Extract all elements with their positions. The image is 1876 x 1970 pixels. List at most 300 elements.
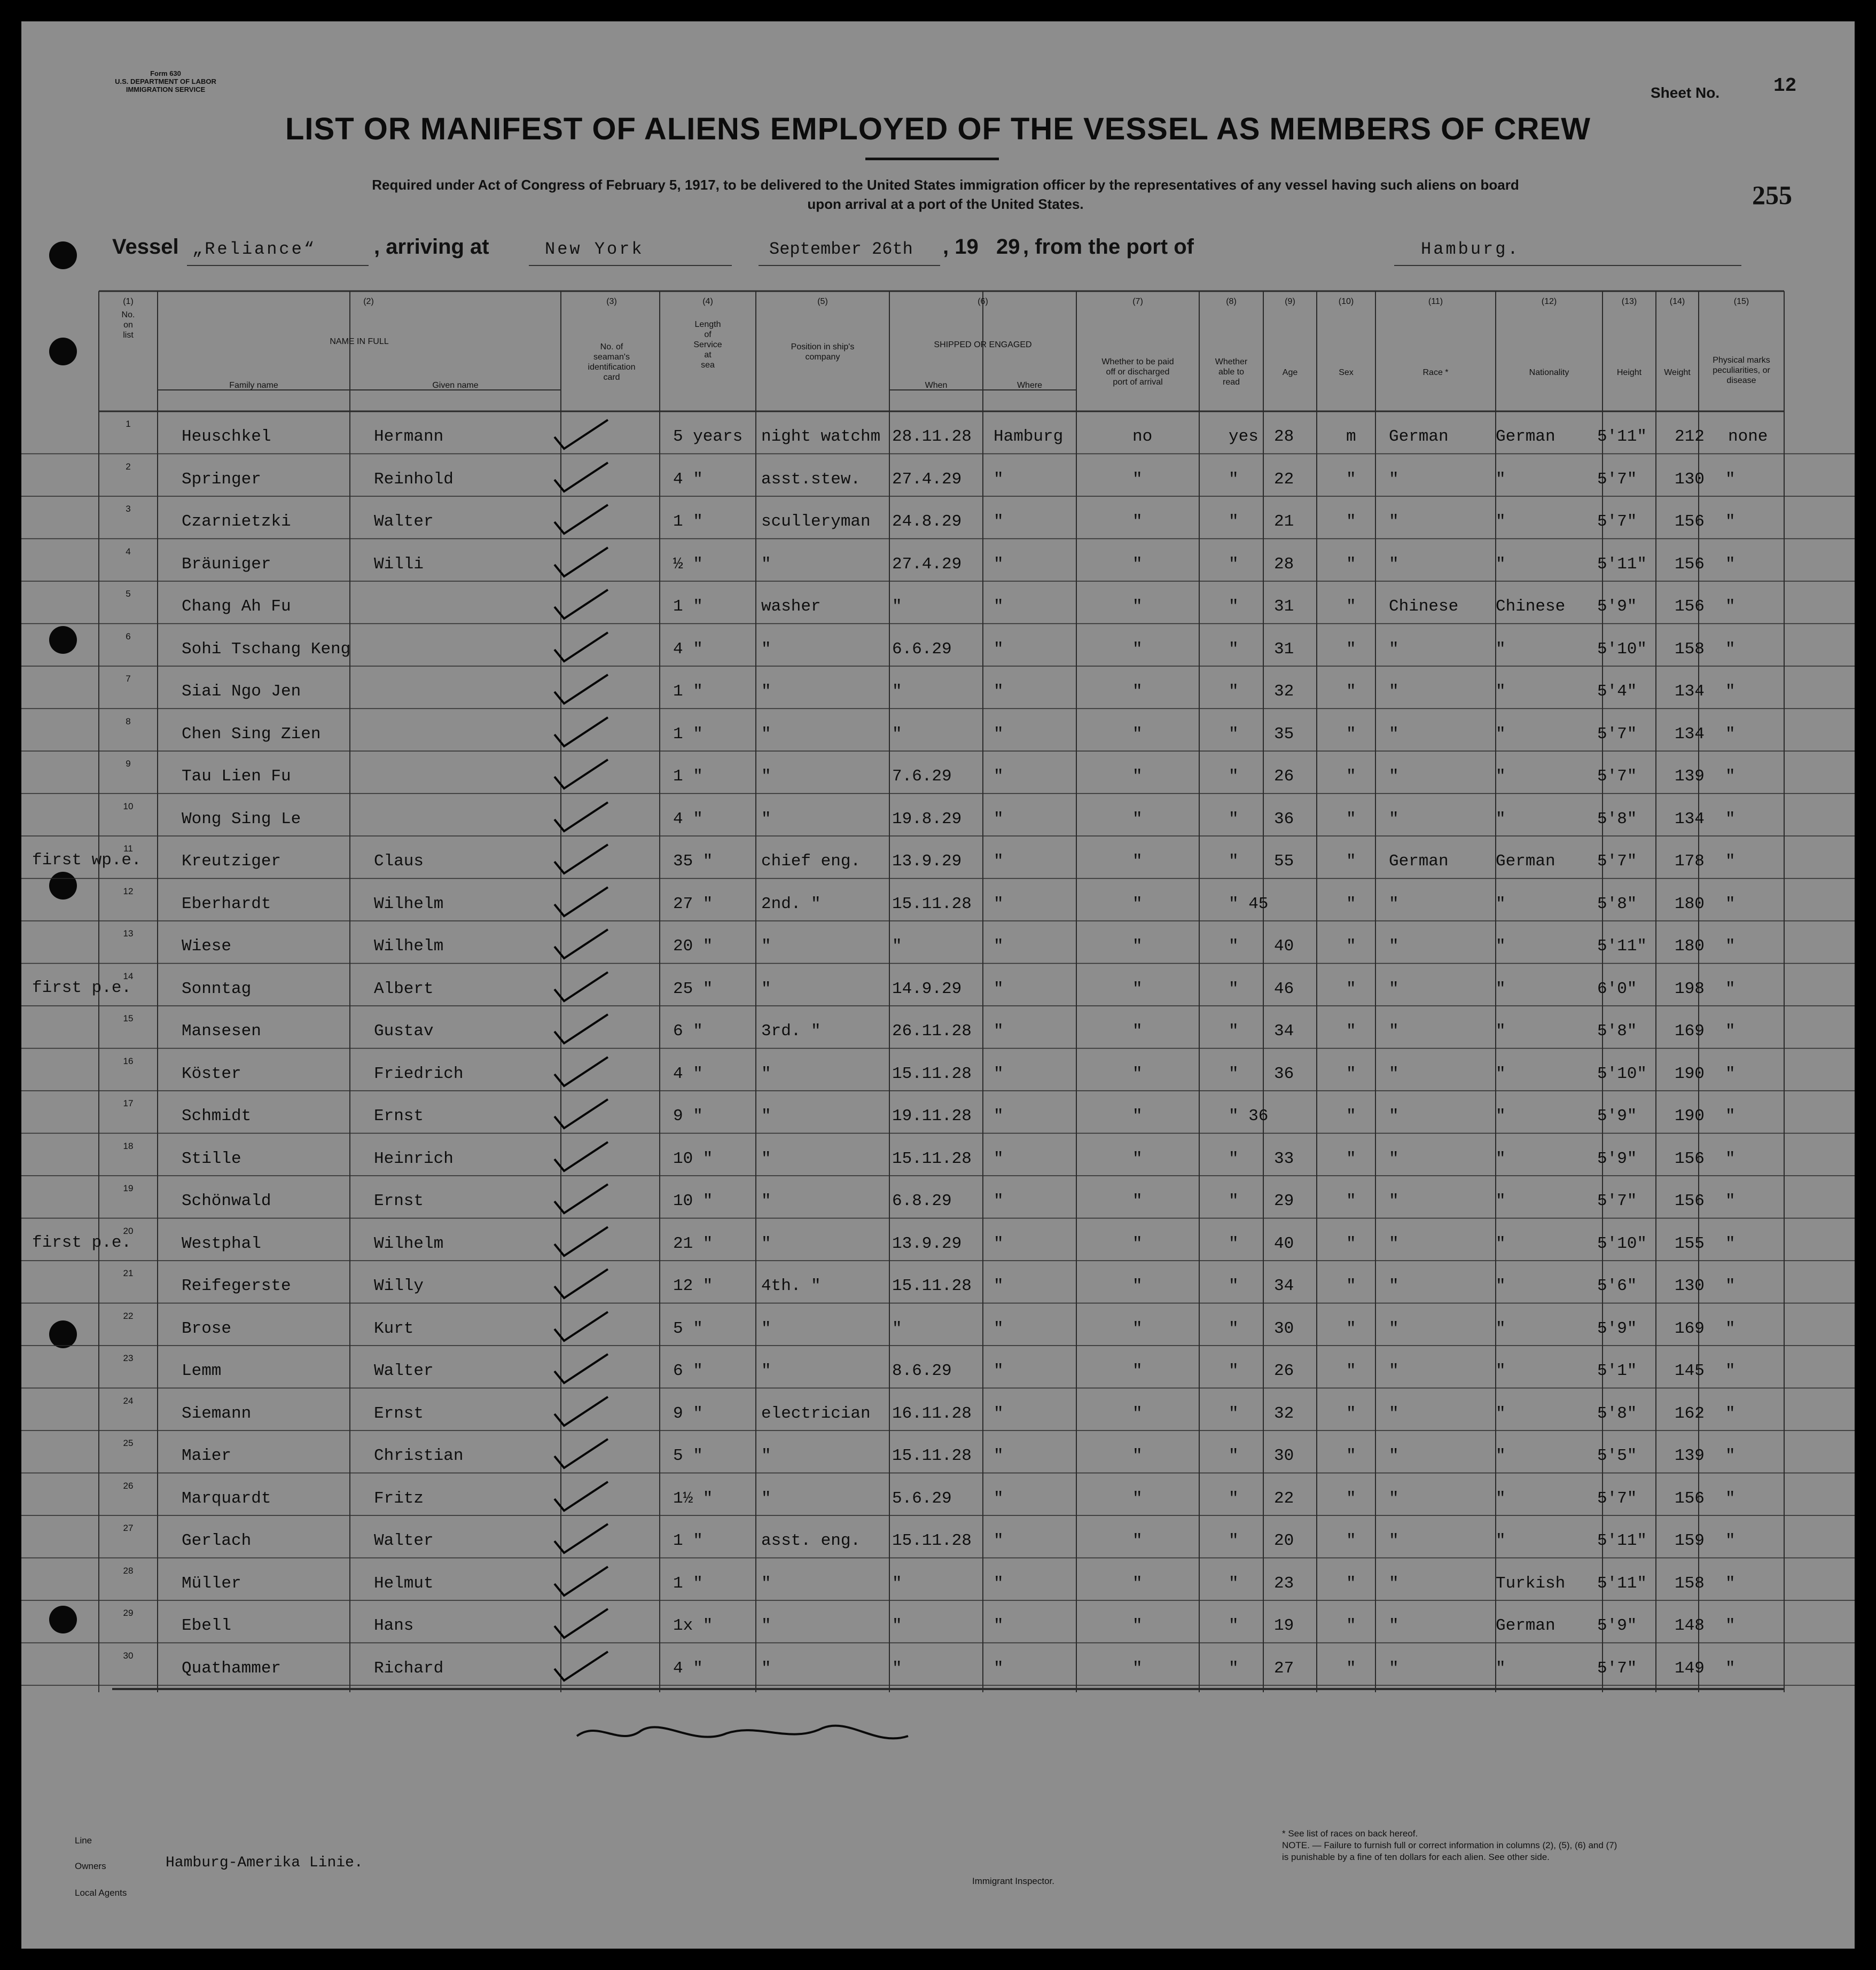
- family-name-cell: Müller: [182, 1574, 241, 1593]
- height-cell: 5'10": [1597, 639, 1647, 659]
- height-cell: 5'6": [1597, 1277, 1637, 1295]
- paid-off-cell: ": [1132, 639, 1143, 659]
- table-row: [21, 1133, 1855, 1176]
- row-number: 30: [123, 1650, 134, 1661]
- sex-cell: ": [1346, 767, 1356, 786]
- sex-cell: ": [1346, 682, 1356, 701]
- race-cell: ": [1389, 1404, 1399, 1423]
- nationality-cell: ": [1496, 1022, 1506, 1041]
- owners-value: Hamburg-Amerika Linie.: [166, 1855, 363, 1871]
- family-name-cell: Chang Ah Fu: [182, 597, 291, 616]
- nationality-cell: ": [1496, 767, 1506, 786]
- able-to-read-cell: ": [1229, 852, 1239, 871]
- marks-cell: ": [1725, 1404, 1736, 1423]
- page-title: LIST OR MANIFEST OF ALIENS EMPLOYED OF THE VESSEL AS MEMBERS OF CREW: [285, 112, 1591, 146]
- able-to-read-cell: ": [1229, 1022, 1239, 1041]
- height-cell: 5'9": [1597, 597, 1637, 616]
- weight-cell: 148: [1675, 1616, 1705, 1635]
- position-cell: ": [761, 1447, 771, 1465]
- height-cell: 5'7": [1597, 470, 1637, 489]
- shipped-where-cell: ": [994, 1404, 1004, 1423]
- row-number: 2: [126, 461, 131, 472]
- shipped-when-cell: 28.11.28: [892, 427, 972, 446]
- row-number: 10: [123, 801, 134, 811]
- marks-cell: ": [1725, 597, 1736, 616]
- nationality-cell: ": [1496, 470, 1506, 489]
- table-row: [21, 964, 1855, 1006]
- sex-cell: ": [1346, 724, 1356, 744]
- age-cell: 19: [1274, 1616, 1294, 1635]
- able-to-read-cell: ": [1229, 979, 1239, 998]
- column-number: (2): [363, 297, 374, 306]
- shipped-when-cell: 19.8.29: [892, 809, 962, 828]
- shipped-where-cell: ": [994, 1489, 1004, 1508]
- table-row: [21, 1430, 1855, 1473]
- service-cell: ½ ": [673, 554, 703, 574]
- service-cell: 10 ": [673, 1192, 713, 1210]
- able-to-read-cell: ": [1229, 1149, 1239, 1168]
- position-cell: ": [761, 1659, 771, 1678]
- shipped-when-cell: 15.11.28: [892, 1149, 972, 1168]
- nationality-cell: ": [1496, 1659, 1506, 1678]
- table-row: [21, 1006, 1855, 1049]
- weight-cell: 156: [1675, 1192, 1705, 1210]
- sex-cell: ": [1346, 809, 1356, 828]
- row-number: 1: [126, 419, 131, 429]
- race-cell: ": [1389, 1107, 1399, 1125]
- header-height: Height: [1616, 368, 1642, 377]
- nationality-cell: ": [1496, 894, 1506, 913]
- check-mark-icon: [550, 925, 614, 963]
- paid-off-cell: ": [1132, 512, 1143, 531]
- marks-cell: ": [1725, 767, 1736, 786]
- table-row: [21, 921, 1855, 964]
- height-cell: 5'8": [1597, 809, 1637, 828]
- service-cell: 1 ": [673, 1574, 703, 1593]
- position-cell: sculleryman: [761, 512, 871, 531]
- height-cell: 5'5": [1597, 1447, 1637, 1465]
- given-name-cell: Richard: [374, 1659, 444, 1678]
- able-to-read-cell: ": [1229, 767, 1239, 786]
- weight-cell: 139: [1675, 1447, 1705, 1465]
- row-number: 4: [126, 546, 131, 557]
- family-name-cell: Tau Lien Fu: [182, 767, 291, 786]
- given-name-cell: Heinrich: [374, 1149, 454, 1168]
- header-where: Where: [1017, 381, 1043, 390]
- header-weight: Weight: [1664, 368, 1691, 377]
- weight-cell: 145: [1675, 1362, 1705, 1380]
- weight-cell: 156: [1675, 1489, 1705, 1508]
- able-to-read-cell: yes: [1229, 427, 1259, 446]
- shipped-where-cell: ": [994, 554, 1004, 574]
- race-cell: ": [1389, 470, 1399, 489]
- shipped-when-cell: ": [892, 1616, 902, 1635]
- given-name-cell: Willi: [374, 554, 424, 574]
- column-number: (9): [1285, 297, 1295, 306]
- row-number: 17: [123, 1098, 134, 1108]
- departure-port: Hamburg.: [1421, 239, 1520, 259]
- position-cell: ": [761, 1489, 771, 1508]
- manifest-sheet: [21, 21, 1855, 1949]
- check-mark-icon: [550, 883, 614, 920]
- service-cell: 27 ": [673, 894, 713, 913]
- weight-cell: 134: [1675, 682, 1705, 701]
- age-cell: 32: [1274, 682, 1294, 701]
- sex-cell: ": [1346, 1447, 1356, 1465]
- column-number: (4): [702, 297, 713, 306]
- age-cell: 23: [1274, 1574, 1294, 1593]
- marks-cell: ": [1725, 1616, 1736, 1635]
- service-cell: 1 ": [673, 512, 703, 531]
- table-row: [21, 1346, 1855, 1388]
- given-name-cell: Claus: [374, 852, 424, 871]
- sex-cell: ": [1346, 1616, 1356, 1635]
- sex-cell: ": [1346, 1659, 1356, 1678]
- height-cell: 5'7": [1597, 1489, 1637, 1508]
- inspector-signature: [577, 1726, 908, 1739]
- row-number: 19: [123, 1183, 134, 1193]
- nationality-cell: German: [1496, 1616, 1555, 1635]
- family-name-cell: Ebell: [182, 1616, 232, 1635]
- row-number: 9: [126, 759, 131, 769]
- marks-cell: ": [1725, 852, 1736, 871]
- sex-cell: ": [1346, 1149, 1356, 1168]
- given-name-cell: Hans: [374, 1616, 414, 1635]
- given-name-cell: Gustav: [374, 1022, 434, 1041]
- marks-cell: ": [1725, 724, 1736, 744]
- family-name-cell: Brose: [182, 1319, 232, 1338]
- paid-off-cell: no: [1132, 427, 1153, 446]
- position-cell: ": [761, 1192, 771, 1210]
- marks-cell: ": [1725, 1489, 1736, 1508]
- row-number: 23: [123, 1353, 134, 1363]
- shipped-when-cell: 7.6.29: [892, 767, 952, 786]
- service-cell: 6 ": [673, 1362, 703, 1380]
- paid-off-cell: ": [1132, 1659, 1143, 1678]
- age-cell: 20: [1274, 1531, 1294, 1550]
- paid-off-cell: ": [1132, 1064, 1143, 1083]
- nationality-cell: ": [1496, 1319, 1506, 1338]
- position-cell: ": [761, 554, 771, 574]
- shipped-where-cell: ": [994, 979, 1004, 998]
- weight-cell: 149: [1675, 1659, 1705, 1678]
- sex-cell: ": [1346, 1531, 1356, 1550]
- able-to-read-cell: ": [1229, 470, 1239, 489]
- race-cell: ": [1389, 1319, 1399, 1338]
- paid-off-cell: ": [1132, 852, 1143, 871]
- check-mark-icon: [550, 1393, 614, 1430]
- table-row: [21, 1049, 1855, 1091]
- service-cell: 1½ ": [673, 1489, 713, 1508]
- position-cell: chief eng.: [761, 852, 861, 871]
- header-service: Length of Service at sea: [693, 320, 722, 370]
- weight-cell: 158: [1675, 1574, 1705, 1593]
- family-name-cell: Reifegerste: [182, 1277, 291, 1295]
- nationality-cell: ": [1496, 1234, 1506, 1253]
- check-mark-icon: [550, 798, 614, 835]
- paid-off-cell: ": [1132, 554, 1143, 574]
- age-cell: 40: [1274, 937, 1294, 956]
- height-cell: 5'11": [1597, 554, 1647, 574]
- family-name-cell: Siemann: [182, 1404, 252, 1423]
- marks-cell: ": [1725, 937, 1736, 956]
- check-mark-icon: [550, 458, 614, 496]
- weight-cell: 169: [1675, 1022, 1705, 1041]
- column-number: (1): [123, 297, 134, 306]
- weight-cell: 159: [1675, 1531, 1705, 1550]
- margin-note: first p.e.: [32, 978, 132, 997]
- row-number: 22: [123, 1310, 134, 1321]
- column-number: (11): [1428, 297, 1443, 306]
- check-mark-icon: [550, 1138, 614, 1175]
- service-cell: 21 ": [673, 1234, 713, 1253]
- family-name-cell: Sohi Tschang Keng: [182, 639, 351, 659]
- check-mark-icon: [550, 1308, 614, 1345]
- able-to-read-cell: ": [1229, 1234, 1239, 1253]
- marks-cell: ": [1725, 1319, 1736, 1338]
- check-mark-icon: [550, 1605, 614, 1642]
- marks-cell: ": [1725, 1107, 1736, 1125]
- row-number: 20: [123, 1225, 134, 1236]
- service-cell: 12 ": [673, 1277, 713, 1295]
- shipped-when-cell: 15.11.28: [892, 1447, 972, 1465]
- family-name-cell: Mansesen: [182, 1022, 261, 1041]
- shipped-where-cell: ": [994, 1574, 1004, 1593]
- race-cell: ": [1389, 724, 1399, 744]
- port-label: , from the port of: [1023, 235, 1194, 259]
- weight-cell: 212: [1675, 427, 1705, 446]
- sex-cell: ": [1346, 1107, 1356, 1125]
- able-to-read-cell: ": [1229, 1404, 1239, 1423]
- stamp-number: 255: [1752, 180, 1792, 210]
- check-mark-icon: [550, 585, 614, 623]
- weight-cell: 190: [1675, 1064, 1705, 1083]
- sex-cell: ": [1346, 1064, 1356, 1083]
- page-subtitle: Required under Act of Congress of February 5, 1917, to be delivered to the United States immigration officer by the representatives of any vessel having such aliens on board upon arrival at a port of the United States.: [372, 177, 1519, 212]
- sex-cell: ": [1346, 639, 1356, 659]
- service-cell: 25 ": [673, 979, 713, 998]
- nationality-cell: ": [1496, 1489, 1506, 1508]
- sex-cell: ": [1346, 1362, 1356, 1380]
- margin-note: first p.e.: [32, 1233, 132, 1252]
- position-cell: ": [761, 1064, 771, 1083]
- given-name-cell: Wilhelm: [374, 937, 444, 956]
- header-marks: Physical marks peculiarities, or disease: [1713, 356, 1770, 385]
- sex-cell: ": [1346, 1404, 1356, 1423]
- paid-off-cell: ": [1132, 1404, 1143, 1423]
- family-name-cell: Eberhardt: [182, 894, 271, 913]
- weight-cell: 134: [1675, 809, 1705, 828]
- shipped-when-cell: ": [892, 937, 902, 956]
- able-to-read-cell: ": [1229, 1362, 1239, 1380]
- race-cell: ": [1389, 1489, 1399, 1508]
- weight-cell: 130: [1675, 470, 1705, 489]
- family-name-cell: Sonntag: [182, 979, 252, 998]
- service-cell: 4 ": [673, 809, 703, 828]
- shipped-when-cell: 27.4.29: [892, 554, 962, 574]
- row-number: 26: [123, 1480, 134, 1491]
- given-name-cell: Ernst: [374, 1192, 424, 1210]
- table-row: [21, 1176, 1855, 1218]
- arrival-date: September 26th: [769, 239, 913, 259]
- able-to-read-cell: ": [1229, 1319, 1239, 1338]
- shipped-where-cell: ": [994, 1234, 1004, 1253]
- nationality-cell: ": [1496, 1447, 1506, 1465]
- service-cell: 1 ": [673, 724, 703, 744]
- race-cell: German: [1389, 852, 1449, 871]
- table-row: [21, 1643, 1855, 1686]
- age-cell: 33: [1274, 1149, 1294, 1168]
- family-name-cell: Wiese: [182, 937, 232, 956]
- shipped-when-cell: ": [892, 1319, 902, 1338]
- sheet-number: 12: [1773, 75, 1797, 97]
- height-cell: 5'7": [1597, 724, 1637, 744]
- service-cell: 4 ": [673, 1659, 703, 1678]
- height-cell: 5'9": [1597, 1319, 1637, 1338]
- service-cell: 5 years: [673, 427, 743, 446]
- family-name-cell: Kreutziger: [182, 852, 282, 871]
- race-cell: ": [1389, 1616, 1399, 1635]
- check-mark-icon: [550, 755, 614, 793]
- check-mark-icon: [550, 416, 614, 453]
- able-to-read-cell: ": [1229, 639, 1239, 659]
- position-cell: ": [761, 1616, 771, 1635]
- family-name-cell: Springer: [182, 470, 261, 489]
- height-cell: 5'9": [1597, 1107, 1637, 1125]
- column-number: (10): [1338, 297, 1354, 306]
- check-mark-icon: [550, 670, 614, 708]
- marks-cell: ": [1725, 1277, 1736, 1295]
- sex-cell: ": [1346, 937, 1356, 956]
- position-cell: night watchm: [761, 427, 881, 446]
- check-mark-icon: [550, 1265, 614, 1302]
- marks-cell: ": [1725, 979, 1736, 998]
- able-to-read-cell: ": [1229, 724, 1239, 744]
- table-row: [21, 496, 1855, 539]
- able-to-read-cell: ": [1229, 1531, 1239, 1550]
- paid-off-cell: ": [1132, 1531, 1143, 1550]
- shipped-where-cell: ": [994, 1022, 1004, 1041]
- check-mark-icon: [550, 1647, 614, 1685]
- nationality-cell: ": [1496, 1107, 1506, 1125]
- nationality-cell: ": [1496, 937, 1506, 956]
- paid-off-cell: ": [1132, 1192, 1143, 1210]
- row-number: 8: [126, 716, 131, 726]
- family-name-cell: Czarnietzki: [182, 512, 291, 531]
- family-name-cell: Heuschkel: [182, 427, 271, 446]
- position-cell: asst.stew.: [761, 470, 861, 489]
- age-cell: 22: [1274, 470, 1294, 489]
- paid-off-cell: ": [1132, 937, 1143, 956]
- height-cell: 5'7": [1597, 1192, 1637, 1210]
- family-name-cell: Stille: [182, 1149, 241, 1168]
- shipped-when-cell: 19.11.28: [892, 1107, 972, 1125]
- shipped-where-cell: ": [994, 1616, 1004, 1635]
- race-cell: Chinese: [1389, 597, 1459, 616]
- marks-cell: ": [1725, 682, 1736, 701]
- shipped-where-cell: ": [994, 470, 1004, 489]
- height-cell: 5'11": [1597, 1531, 1647, 1550]
- height-cell: 5'4": [1597, 682, 1637, 701]
- local-agents-label: Local Agents: [75, 1888, 127, 1898]
- header-shipped: SHIPPED OR ENGAGED: [934, 340, 1032, 349]
- nationality-cell: ": [1496, 1277, 1506, 1295]
- family-name-cell: Bräuniger: [182, 554, 271, 574]
- check-mark-icon: [550, 840, 614, 878]
- table-row: [21, 1303, 1855, 1346]
- service-cell: 5 ": [673, 1447, 703, 1465]
- check-mark-icon: [550, 968, 614, 1005]
- marks-cell: ": [1725, 554, 1736, 574]
- header-read: Whether able to read: [1215, 357, 1248, 387]
- header-race: Race *: [1422, 368, 1449, 377]
- race-cell: ": [1389, 979, 1399, 998]
- table-row: [21, 879, 1855, 921]
- nationality-cell: ": [1496, 1192, 1506, 1210]
- given-name-cell: Hermann: [374, 427, 444, 446]
- table-row: [21, 581, 1855, 624]
- given-name-cell: Ernst: [374, 1107, 424, 1125]
- nationality-cell: ": [1496, 1362, 1506, 1380]
- shipped-when-cell: ": [892, 597, 902, 616]
- position-cell: ": [761, 979, 771, 998]
- race-cell: ": [1389, 894, 1399, 913]
- position-cell: ": [761, 809, 771, 828]
- row-number: 3: [126, 504, 131, 514]
- table-row: [21, 1388, 1855, 1431]
- able-to-read-cell: ": [1229, 809, 1239, 828]
- family-name-cell: Quathammer: [182, 1659, 282, 1678]
- form-header: Form 630 U.S. DEPARTMENT OF LABOR IMMIGRATION SERVICE: [115, 69, 216, 93]
- height-cell: 5'8": [1597, 1404, 1637, 1423]
- paid-off-cell: ": [1132, 1574, 1143, 1593]
- shipped-where-cell: ": [994, 512, 1004, 531]
- year-value: 29: [996, 235, 1020, 259]
- sex-cell: ": [1346, 470, 1356, 489]
- row-number: 7: [126, 674, 131, 684]
- table-row: [21, 1261, 1855, 1303]
- service-cell: 10 ": [673, 1149, 713, 1168]
- service-cell: 6 ": [673, 1022, 703, 1041]
- shipped-where-cell: ": [994, 1531, 1004, 1550]
- sex-cell: ": [1346, 512, 1356, 531]
- shipped-when-cell: 8.6.29: [892, 1362, 952, 1380]
- service-cell: 1 ": [673, 767, 703, 786]
- shipped-when-cell: ": [892, 682, 902, 701]
- shipped-when-cell: 15.11.28: [892, 1277, 972, 1295]
- height-cell: 5'11": [1597, 937, 1647, 956]
- shipped-where-cell: ": [994, 1064, 1004, 1083]
- paid-off-cell: ": [1132, 1107, 1143, 1125]
- family-name-cell: Schmidt: [182, 1107, 252, 1125]
- table-row: [21, 751, 1855, 794]
- owners-label: Owners: [75, 1861, 106, 1871]
- header-age: Age: [1282, 368, 1298, 377]
- paid-off-cell: ": [1132, 979, 1143, 998]
- shipped-when-cell: 16.11.28: [892, 1404, 972, 1423]
- weight-cell: 198: [1675, 979, 1705, 998]
- position-cell: ": [761, 937, 771, 956]
- position-cell: ": [761, 1234, 771, 1253]
- shipped-when-cell: ": [892, 1574, 902, 1593]
- height-cell: 5'8": [1597, 894, 1637, 913]
- check-mark-icon: [550, 1053, 614, 1090]
- height-cell: 5'9": [1597, 1616, 1637, 1635]
- column-number: (14): [1669, 297, 1685, 306]
- height-cell: 5'7": [1597, 767, 1637, 786]
- row-number: 16: [123, 1056, 134, 1066]
- shipped-where-cell: ": [994, 1319, 1004, 1338]
